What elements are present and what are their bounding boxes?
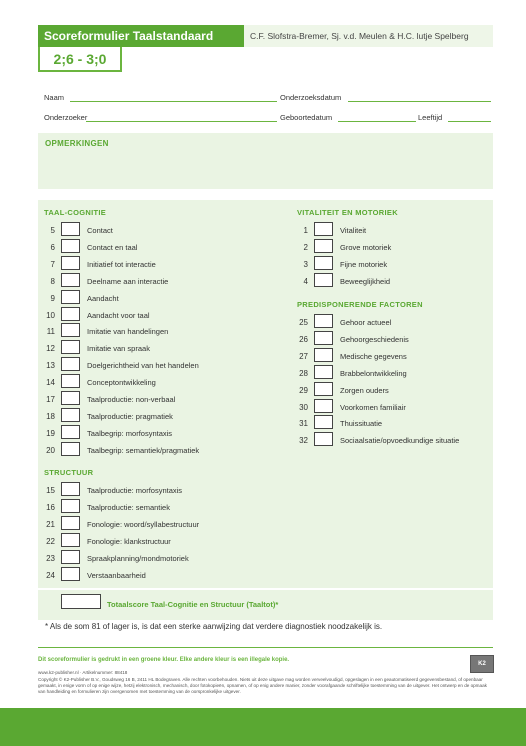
item-label: Thuissituatie (340, 419, 383, 429)
footer-bar (0, 708, 526, 746)
score-box[interactable] (61, 533, 80, 547)
item-label: Gehoorgeschiedenis (340, 334, 409, 344)
item-label: Doelgerichtheid van het handelen (87, 361, 199, 371)
item-number: 10 (46, 310, 55, 320)
score-box[interactable] (61, 357, 80, 371)
score-box[interactable] (61, 273, 80, 287)
score-box[interactable] (61, 239, 80, 253)
item-label: Fijne motoriek (340, 259, 388, 269)
item-number: 22 (46, 536, 55, 546)
item-label: Conceptontwikkeling (87, 378, 156, 388)
form-title: Scoreformulier Taalstandaard (38, 25, 244, 47)
item-number: 25 (299, 318, 308, 327)
score-box[interactable] (61, 374, 80, 388)
item-label: Verstaanbaarheid (87, 570, 146, 580)
score-box[interactable] (314, 382, 333, 396)
section-predisponerend: PREDISPONERENDE FACTOREN (297, 300, 423, 309)
score-box[interactable] (314, 239, 333, 253)
item-number: 28 (299, 368, 308, 378)
score-box[interactable] (61, 256, 80, 270)
score-box[interactable] (314, 222, 333, 236)
footnote: * Als de som 81 of lager is, is dat een sterke aanwijzing dat verdere diagnostiek noodzakelijk is. (45, 622, 383, 631)
name-label: Naam (44, 93, 65, 102)
item-number: 15 (46, 486, 55, 495)
item-number: 7 (50, 259, 55, 269)
item-number: 20 (46, 445, 55, 455)
age-field[interactable] (448, 121, 491, 122)
item-number: 4 (303, 276, 308, 286)
item-number: 32 (299, 436, 308, 446)
score-box[interactable] (314, 331, 333, 345)
item-number: 29 (299, 385, 308, 395)
item-label: Imitatie van handelingen (87, 327, 169, 337)
item-number: 13 (46, 361, 55, 371)
section-vitaliteit: VITALITEIT EN MOTORIEK (297, 208, 398, 217)
item-label: Contact en taal (87, 242, 138, 252)
score-box[interactable] (314, 365, 333, 379)
divider (38, 647, 493, 648)
age-label: Leeftijd (418, 113, 443, 122)
score-box[interactable] (61, 499, 80, 513)
item-number: 9 (50, 293, 55, 303)
score-box[interactable] (61, 425, 80, 439)
publisher-line: www.k2-publisher.nl · Artikelnummer: 88418 (38, 670, 128, 675)
exam-date-label: Onderzoeksdatum (280, 93, 342, 102)
authors: C.F. Slofstra-Bremer, Sj. v.d. Meulen & H.C. lutje Spelberg (250, 31, 469, 41)
item-label: Taalbegrip: morfosyntaxis (87, 428, 173, 438)
item-label: Imitatie van spraak (87, 344, 150, 354)
item-number: 18 (46, 411, 55, 421)
score-box[interactable] (61, 442, 80, 456)
item-label: Medische gegevens (340, 351, 407, 361)
item-label: Taalproductie: non-verbaal (87, 395, 176, 404)
item-label: Gehoor actueel (340, 318, 392, 327)
score-box[interactable] (61, 391, 80, 405)
item-number: 11 (46, 327, 55, 337)
score-box[interactable] (314, 399, 333, 413)
item-number: 12 (46, 344, 55, 354)
item-number: 14 (46, 378, 55, 388)
item-number: 27 (299, 351, 308, 361)
item-number: 19 (46, 428, 55, 438)
item-number: 3 (303, 259, 308, 269)
item-label: Taalproductie: semantiek (87, 502, 170, 512)
item-number: 26 (299, 334, 308, 344)
item-label: Deelname aan interactie (87, 276, 169, 286)
score-box[interactable] (61, 323, 80, 337)
publisher-logo-icon: K2 (470, 655, 494, 673)
item-label: Vitaliteit (340, 226, 367, 235)
score-box[interactable] (314, 348, 333, 362)
score-box[interactable] (61, 516, 80, 530)
item-number: 23 (46, 553, 55, 563)
item-number: 31 (299, 419, 308, 429)
item-number: 30 (299, 402, 308, 412)
item-number: 17 (46, 395, 55, 404)
item-label: Fonologie: woord/syllabestructuur (87, 519, 200, 529)
score-box[interactable] (61, 222, 80, 236)
item-label: Grove motoriek (340, 242, 392, 252)
item-number: 5 (50, 226, 55, 235)
exam-date-field[interactable] (348, 101, 491, 102)
score-box[interactable] (61, 290, 80, 304)
score-box[interactable] (61, 567, 80, 581)
total-score-box[interactable] (61, 594, 101, 609)
score-box[interactable] (61, 408, 80, 422)
item-number: 21 (46, 519, 55, 529)
item-label: Brabbelontwikkeling (340, 368, 407, 378)
examiner-field[interactable] (86, 121, 277, 122)
examiner-label: Onderzoeker (44, 113, 88, 122)
item-label: Taalproductie: pragmatiek (87, 411, 173, 421)
item-label: Contact (87, 226, 113, 235)
score-box[interactable] (314, 314, 333, 328)
section-structuur: STRUCTUUR (44, 468, 94, 477)
section-taal-cognitie: TAAL-COGNITIE (44, 208, 107, 217)
item-number: 8 (50, 276, 55, 286)
item-number: 24 (46, 570, 55, 580)
item-number: 16 (46, 502, 55, 512)
item-label: Taalbegrip: semantiek/pragmatiek (87, 445, 200, 455)
item-label: Aandacht voor taal (87, 310, 150, 320)
item-label: Initiatief tot interactie (87, 259, 156, 269)
item-label: Fonologie: klankstructuur (87, 536, 171, 546)
remarks-title: OPMERKINGEN (45, 139, 109, 148)
copyright-text: Copyright © K2-Publisher B.V., Goudsweg 16 B, 2411 HL Bodegraven. Alle rechten voorbehouden. Niets uit deze uitgave mag worden verveelvoudigd, opgeslagen in een geautomatiseerd gegevensbestand, of openbaar gemaakt, in enige vorm of op enige wijze, hetzij elektronisch, mechanisch, door fotokopieën, opnamen, of op enig andere manier, zonder voorafgaande schriftelijke toestemming van de uitgever. Het ontwerp en de opmaak van handleiding en formulieren zijn overgenomen met toestemming van de oorspronkelijke uitgever. (38, 677, 487, 694)
item-label: Spraakplanning/mondmotoriek (87, 553, 189, 563)
score-box[interactable] (61, 307, 80, 321)
item-number: 2 (303, 242, 308, 252)
birthdate-field[interactable] (338, 121, 416, 122)
item-number: 6 (50, 242, 55, 252)
score-box[interactable] (314, 256, 333, 270)
item-label: Zorgen ouders (340, 385, 389, 395)
birthdate-label: Geboortedatum (280, 113, 333, 122)
item-label: Voorkomen familiair (340, 402, 406, 412)
score-box[interactable] (61, 340, 80, 354)
score-box[interactable] (61, 550, 80, 564)
print-color-note: Dit scoreformulier is gedrukt in een groene kleur. Elke andere kleur is een illegale kopie. (38, 657, 290, 663)
item-label: Beweeglijkheid (340, 276, 391, 286)
score-box[interactable] (314, 415, 333, 429)
item-label: Aandacht (87, 293, 119, 303)
item-number: 1 (303, 226, 308, 235)
total-score-label: Totaalscore Taal-Cognitie en Structuur (Taaltot)* (107, 600, 279, 609)
score-box[interactable] (314, 432, 333, 446)
age-range-badge: 2;6 - 3;0 (38, 47, 122, 72)
item-label: Taalproductie: morfosyntaxis (87, 486, 183, 495)
name-field[interactable] (70, 101, 277, 102)
score-box[interactable] (61, 482, 80, 496)
item-label: Sociaalsatie/opvoedkundige situatie (340, 436, 460, 446)
score-box[interactable] (314, 273, 333, 287)
